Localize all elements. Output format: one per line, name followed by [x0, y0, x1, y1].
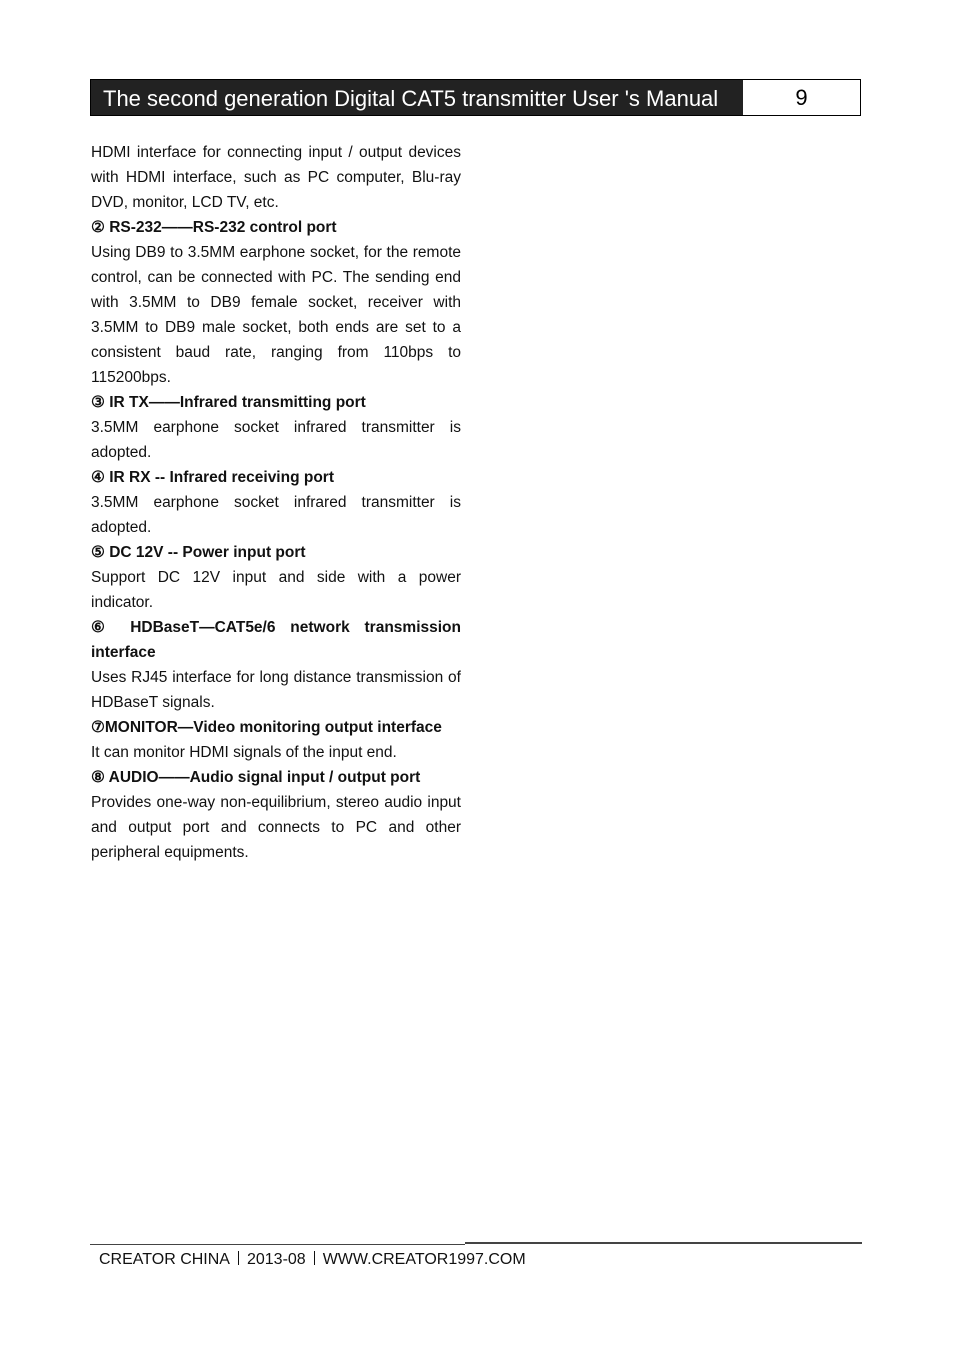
section-heading-dc-12v: ⑤ DC 12V -- Power input port: [91, 544, 306, 561]
section-text-dc-12v: Support DC 12V input and side with a power indicator.: [91, 569, 461, 611]
footer-divider-right: [465, 1242, 862, 1244]
page-number: 9: [795, 85, 808, 110]
section-heading-monitor: ⑦MONITOR—Video monitoring output interface: [91, 719, 442, 736]
section-text-ir-rx: 3.5MM earphone socket infrared transmitter is adopted.: [91, 494, 461, 536]
footer-date: 2013-08: [246, 1251, 306, 1268]
section-heading-audio: ⑧ AUDIO——Audio signal input / output port: [91, 769, 421, 786]
section-text-audio: Provides one-way non-equilibrium, stereo audio input and output port and connects to PC and other peripheral equipments.: [91, 794, 461, 861]
section-heading-hdbaset: ⑥ HDBaseT—CAT5e/6 network transmission interface: [91, 619, 461, 661]
hdmi-intro-paragraph: HDMI interface for connecting input / output devices with HDMI interface, such as PC computer, Blu-ray DVD, monitor, LCD TV, etc.: [91, 144, 461, 211]
manual-title: The second generation Digital CAT5 transmitter User 's Manual: [91, 80, 743, 115]
section-text-ir-tx: 3.5MM earphone socket infrared transmitter is adopted.: [91, 419, 461, 461]
footer-divider-left: [90, 1244, 465, 1245]
footer-company: CREATOR CHINA: [99, 1251, 230, 1268]
main-content: [91, 140, 461, 865]
section-text-rs232: Using DB9 to 3.5MM earphone socket, for the remote control, can be connected with PC. The sending end with 3.5MM to DB9 female socket, receiver with 3.5MM to DB9 male socket, both ends are set to a consistent baud rate, ranging from 110bps to 115200bps.: [91, 244, 461, 386]
section-heading-rs232: ② RS-232——RS-232 control port: [91, 219, 337, 236]
footer-separator: [238, 1251, 239, 1265]
section-text-monitor: It can monitor HDMI signals of the input end.: [91, 744, 397, 761]
page-footer: [99, 1250, 526, 1270]
footer-website: WWW.CREATOR1997.COM: [322, 1251, 526, 1268]
section-heading-ir-tx: ③ IR TX——Infrared transmitting port: [91, 394, 366, 411]
section-text-hdbaset: Uses RJ45 interface for long distance transmission of HDBaseT signals.: [91, 669, 461, 711]
section-heading-ir-rx: ④ IR RX -- Infrared receiving port: [91, 469, 334, 486]
footer-separator: [314, 1251, 315, 1265]
page-header: [90, 79, 861, 116]
